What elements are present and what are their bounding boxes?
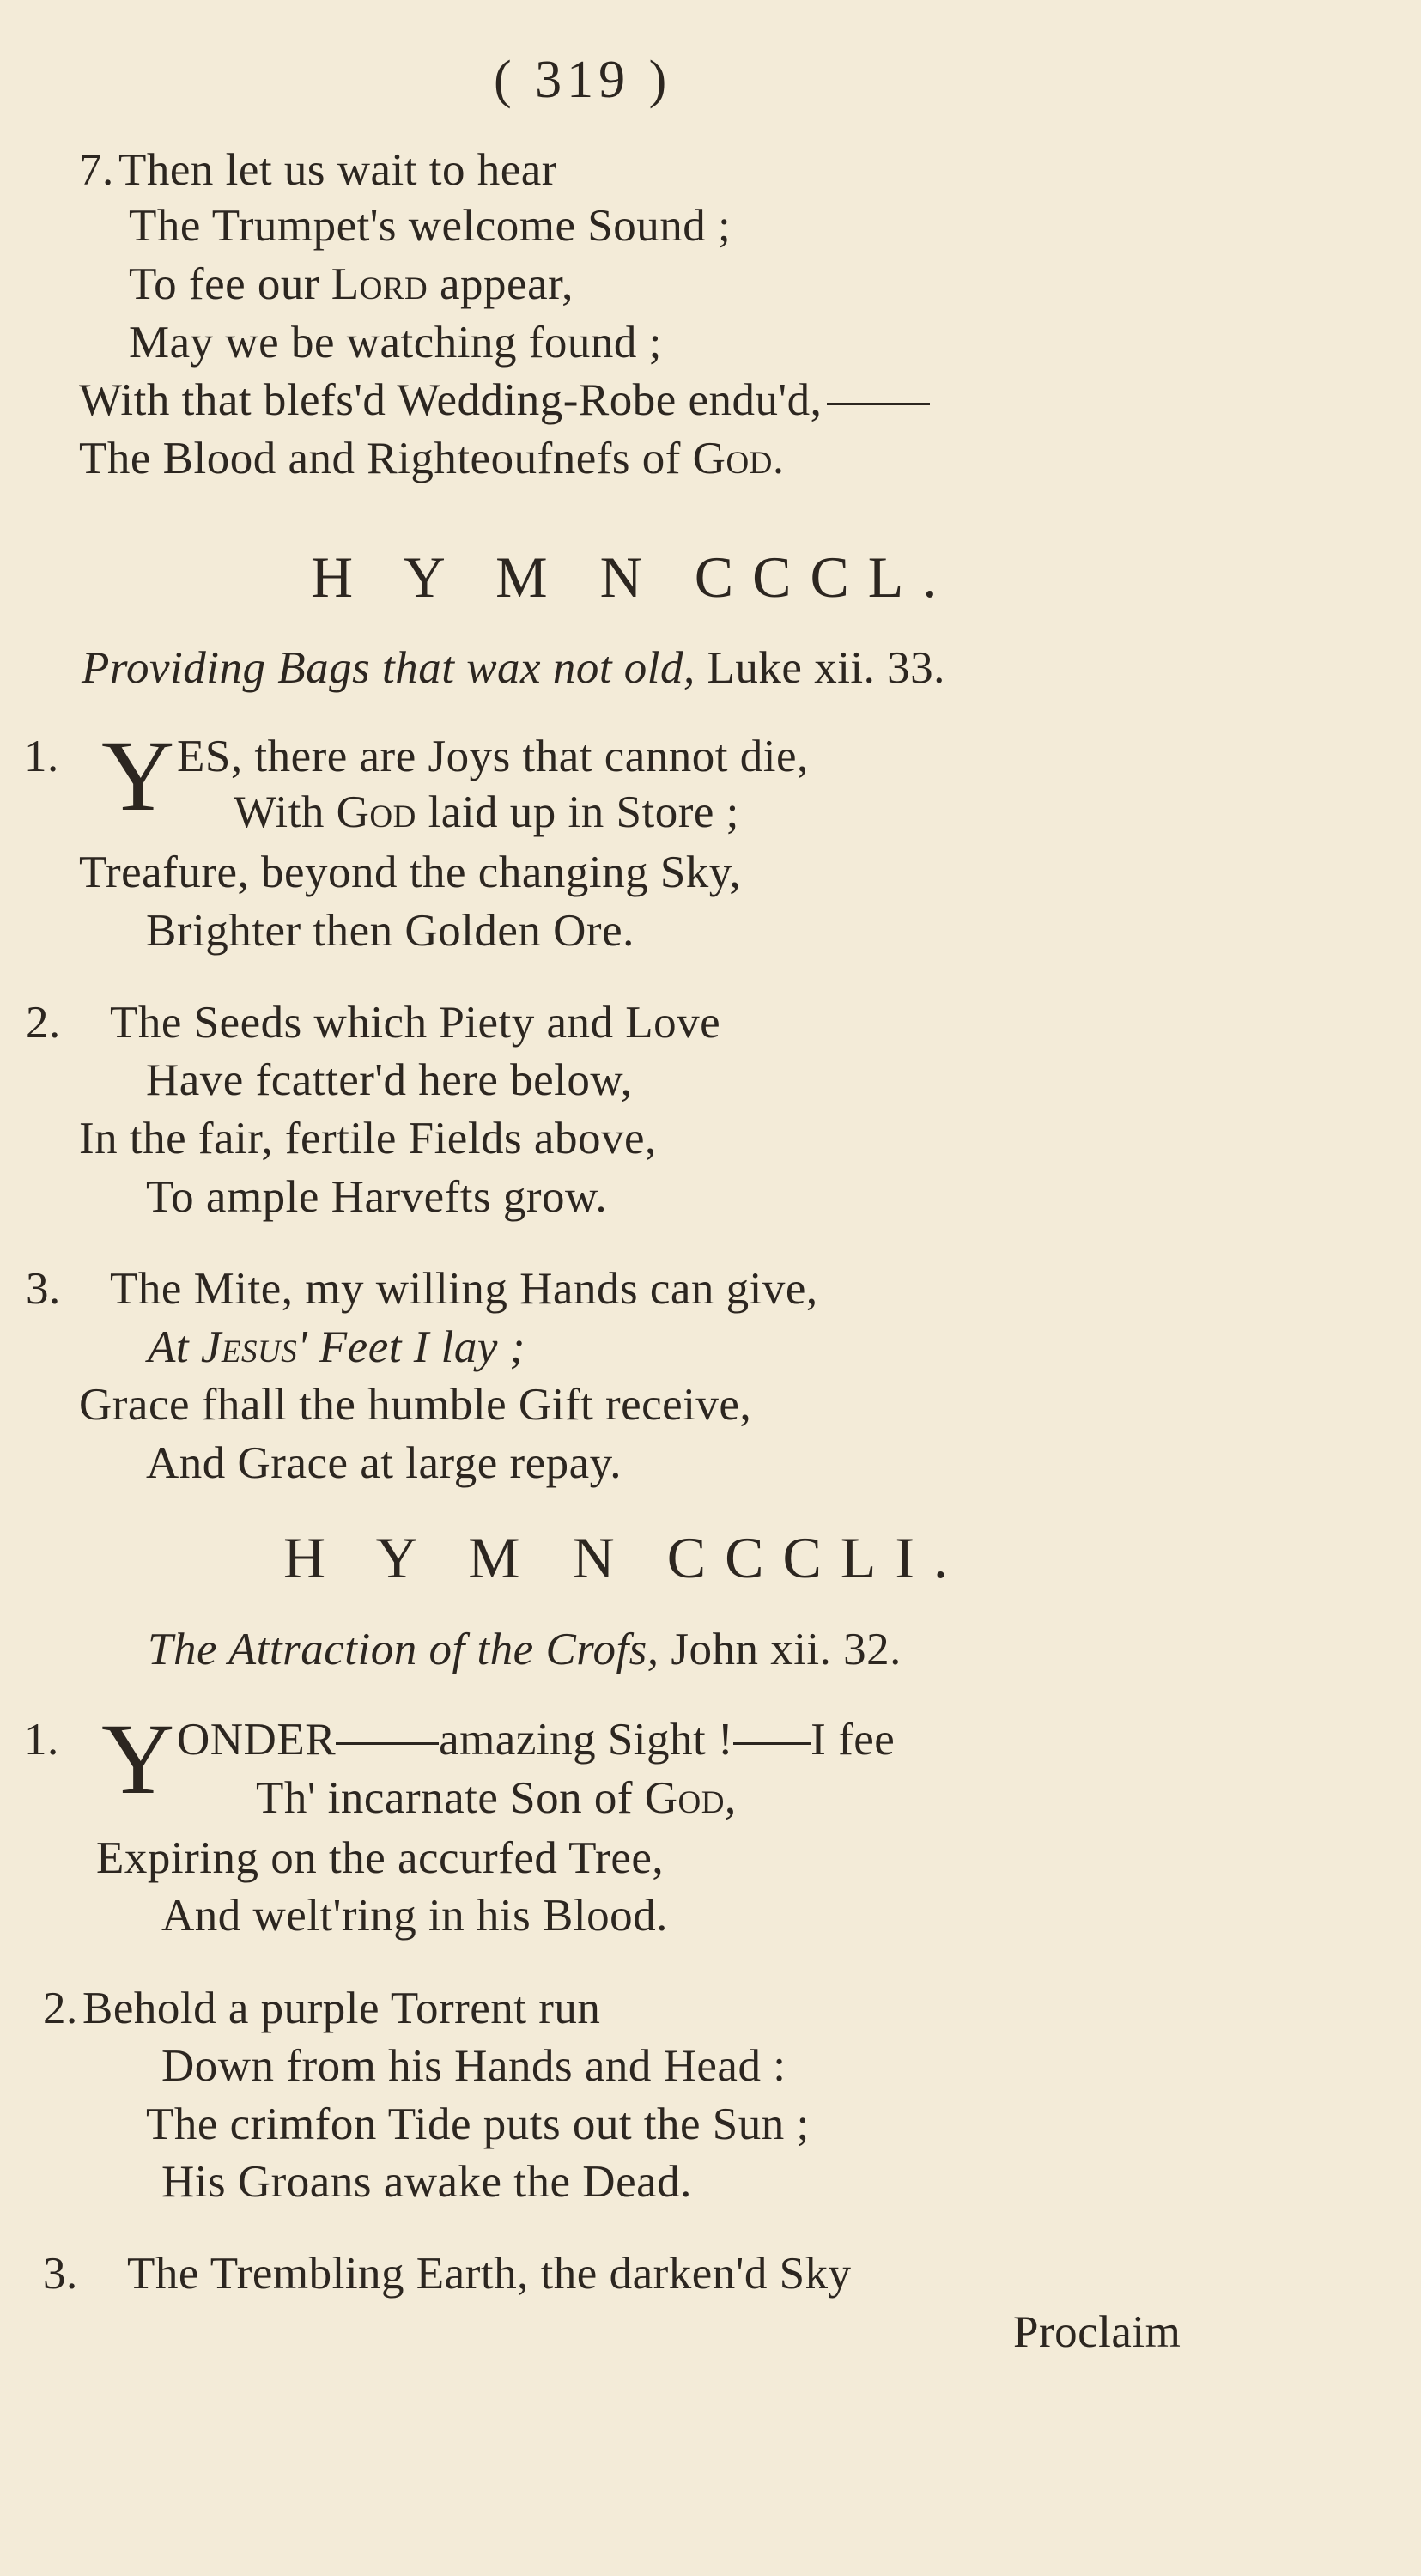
hymn-title: H Y M N CCCL. xyxy=(311,544,956,610)
verse-line: In the fair, fertile Fields above, xyxy=(79,1114,657,1163)
verse-line: The Blood and Righteoufnefs of God. xyxy=(79,434,785,483)
verse-line: 7.Then let us wait to hear xyxy=(79,145,557,195)
verse-line: 2. The Seeds which Piety and Love xyxy=(26,998,721,1048)
verse-line: Have fcatter'd here below, xyxy=(146,1055,633,1105)
verse-line: ONDER amazing Sight ! I fee xyxy=(177,1715,896,1765)
verse-line: ES, there are Joys that cannot die, xyxy=(177,732,809,781)
hymn-subtitle: Providing Bags that wax not old, Luke xii. 33. xyxy=(82,643,945,693)
verse-line: Brighter then Golden Ore. xyxy=(146,906,635,956)
verse-number: 1. xyxy=(24,732,59,781)
verse-line: The Trumpet's welcome Sound ; xyxy=(129,201,732,251)
drop-cap: Y xyxy=(101,720,175,832)
verse-number: 1. xyxy=(24,1715,59,1765)
verse-line: And welt'ring in his Blood. xyxy=(161,1891,668,1941)
verse-number: 3. xyxy=(26,1264,61,1314)
verse-line: Th' incarnate Son of God, xyxy=(256,1773,737,1823)
verse-number: 2. xyxy=(26,998,61,1048)
page-number: ( 319 ) xyxy=(494,51,672,109)
verse-line: With that blefs'd Wedding-Robe endu'd, xyxy=(79,378,930,423)
hymn-title: H Y M N CCCLI. xyxy=(283,1525,967,1590)
verse-line: Expiring on the accurfed Tree, xyxy=(96,1833,665,1883)
dash-rule xyxy=(336,1742,439,1745)
catchword: Proclaim xyxy=(1013,2307,1181,2357)
dash-rule xyxy=(733,1742,811,1745)
verse-line: Down from his Hands and Head : xyxy=(161,2041,786,2091)
hymn-subtitle: The Attraction of the Crofs, John xii. 32. xyxy=(148,1625,902,1674)
verse-line: To ample Harvefts grow. xyxy=(146,1172,608,1222)
verse-line: May we be watching found ; xyxy=(129,318,662,368)
verse-line: 3. The Mite, my willing Hands can give, xyxy=(26,1264,818,1314)
verse-line: To fee our Lord appear, xyxy=(129,259,574,309)
verse-line: 2.Behold a purple Torrent run xyxy=(43,1984,601,2033)
verse-line: The crimfon Tide puts out the Sun ; xyxy=(146,2099,810,2149)
verse-number: 7. xyxy=(79,145,114,195)
dash-rule xyxy=(827,403,930,405)
drop-cap: Y xyxy=(101,1703,175,1815)
verse-line: 3. The Trembling Earth, the darken'd Sky xyxy=(43,2249,852,2299)
verse-line: With God laid up in Store ; xyxy=(234,787,739,837)
verse-line: At Jesus' Feet I lay ; xyxy=(148,1322,525,1372)
verse-number: 3. xyxy=(43,2249,78,2299)
verse-number: 2. xyxy=(43,1984,78,2033)
verse-line: Grace fhall the humble Gift receive, xyxy=(79,1380,752,1430)
verse-line: Treafure, beyond the changing Sky, xyxy=(79,848,742,897)
verse-line: His Groans awake the Dead. xyxy=(161,2157,692,2207)
verse-line: And Grace at large repay. xyxy=(146,1438,622,1488)
